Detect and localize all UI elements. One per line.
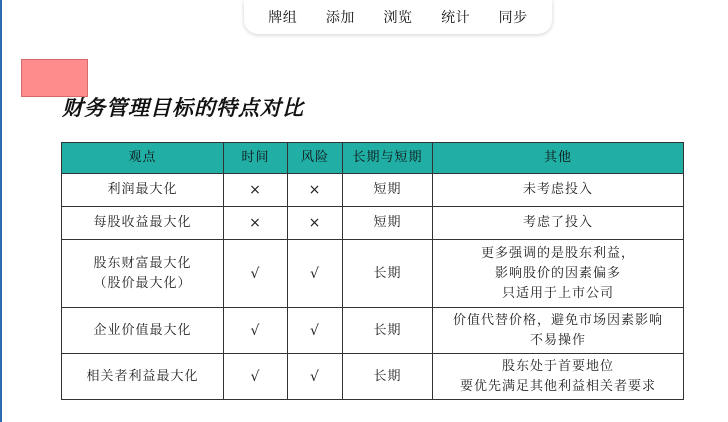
cell-term: 长期 (343, 308, 433, 354)
cell-other: 更多强调的是股东利益， 影响股价的因素偏多 只适用于上市公司 (433, 240, 684, 308)
header-risk: 风险 (288, 143, 343, 174)
table-row (62, 207, 684, 240)
cell-term: 长期 (343, 354, 433, 400)
cell-term: 短期 (343, 207, 433, 240)
cell-view: 企业价值最大化 (62, 308, 224, 354)
cell-risk: √ (288, 308, 343, 354)
table-row (62, 308, 684, 354)
nav-browse[interactable]: 浏览 (383, 10, 413, 26)
cell-other: 考虑了投入 (433, 207, 684, 240)
cell-risk: √ (288, 240, 343, 308)
cell-other: 价值代替价格，避免市场因素影响 不易操作 (433, 308, 684, 354)
cell-other: 股东处于首要地位 要优先满足其他利益相关者要求 (433, 354, 684, 400)
cell-time: √ (224, 308, 288, 354)
header-term: 长期与短期 (343, 143, 433, 174)
table-header-row (62, 143, 684, 174)
cell-view: 每股收益最大化 (62, 207, 224, 240)
header-other: 其他 (433, 143, 684, 174)
page-title: 财务管理目标的特点对比 (62, 96, 304, 120)
nav-stats[interactable]: 统计 (441, 10, 471, 26)
cell-risk: × (288, 174, 343, 207)
cell-time: × (224, 207, 288, 240)
cell-view: 相关者利益最大化 (62, 354, 224, 400)
cell-view: 股东财富最大化 （股价最大化） (62, 240, 224, 308)
header-view: 观点 (62, 143, 224, 174)
cell-time: × (224, 174, 288, 207)
nav-add[interactable]: 添加 (325, 10, 355, 26)
cell-risk: × (288, 207, 343, 240)
comparison-table (61, 142, 684, 400)
cell-term: 短期 (343, 174, 433, 207)
cell-term: 长期 (343, 240, 433, 308)
table-row (62, 174, 684, 207)
nav-sync[interactable]: 同步 (498, 10, 528, 26)
window-left-border (0, 0, 2, 422)
table-row (62, 240, 684, 308)
nav-decks[interactable]: 牌组 (268, 10, 298, 26)
cell-risk: √ (288, 354, 343, 400)
top-navigation (244, 0, 552, 34)
cell-time: √ (224, 240, 288, 308)
header-time: 时间 (224, 143, 288, 174)
cell-view: 利润最大化 (62, 174, 224, 207)
table-row (62, 354, 684, 400)
cell-other: 未考虑投入 (433, 174, 684, 207)
cell-time: √ (224, 354, 288, 400)
